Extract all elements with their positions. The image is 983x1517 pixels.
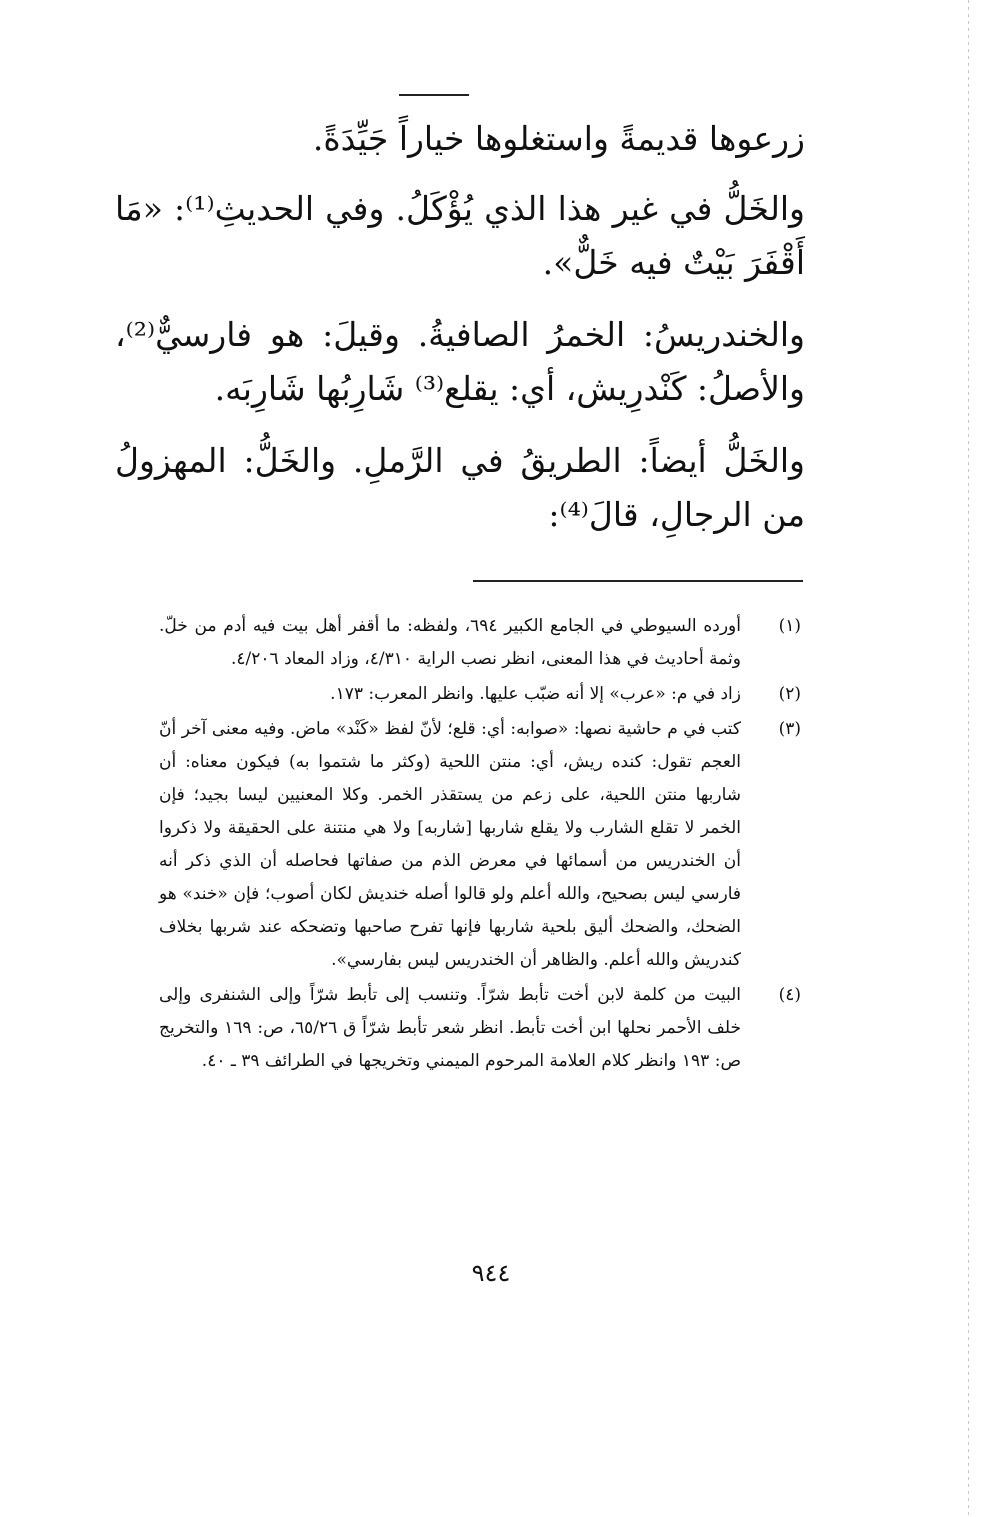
footnote-1 — [159, 610, 801, 676]
main-paragraph-3: والخندريسُ: الخمرُ الصافيةُ. وقيلَ: هو فارسيٌّ⁽²⁾، والأصلُ: كَنْدرِيش، أي: يقلع⁽³⁾ شَارِبُها شَارِبَه. — [115, 315, 805, 408]
page-number: ٩٤٤ — [471, 1259, 511, 1287]
main-paragraph-1: زرعوها قديمةً واستغلوها خياراً جَيِّدَةً. — [312, 119, 805, 158]
main-text — [115, 112, 805, 560]
footnote-text: زاد في م: «عرب» إلا أنه ضبّب عليها. وانظر المعرب: ١٧٣. — [330, 684, 741, 704]
footnote-number: (٢) — [778, 684, 801, 704]
footnotes — [159, 610, 801, 1080]
main-paragraph-2: والخَلُّ في غير هذا الذي يُؤْكَلُ. وفي الحديثِ⁽¹⁾: «مَا أَقْفَرَ بَيْتٌ فيه خَلٌّ». — [115, 189, 805, 282]
footnote-separator — [473, 580, 803, 582]
footnote-text: أورده السيوطي في الجامع الكبير ٦٩٤، ولفظه: ما أقفر أهل بيت فيه أدم من خلّ. وثمة أحاديث في هذا المعنى، انظر نصب الراية ٤/٣١٠، وزاد المعاد ٤/٢٠٦. — [159, 616, 741, 669]
footnote-text: البيت من كلمة لابن أخت تأبط شرّاً. وتنسب إلى تأبط شرّاً وإلى الشنفرى وإلى خلف الأحمر نحلها ابن أخت تأبط. انظر شعر تأبط شرّاً ق ٦٥/٢٦، ص: ١٦٩ والتخريج ص: ١٩٣ وانظر كلام العلامة المرحوم الميمني وتخريجها في الطرائف ٣٩ ـ ٤٠. — [159, 985, 742, 1071]
footnote-number: (٣) — [778, 719, 801, 739]
top-rule — [399, 94, 469, 96]
scan-edge-line — [968, 0, 969, 1517]
footnote-2 — [159, 678, 801, 711]
main-paragraph-4: والخَلُّ أيضاً: الطريقُ في الرَّملِ. والخَلُّ: المهزولُ من الرجالِ، قالَ⁽⁴⁾: — [115, 441, 805, 534]
footnote-3 — [159, 713, 801, 977]
footnote-number: (١) — [778, 616, 801, 636]
footnote-number: (٤) — [778, 985, 801, 1005]
footnote-text: كتب في م حاشية نصها: «صوابه: أي: قلع؛ لأنّ لفظ «كَنْد» ماض. وفيه معنى آخر أنّ العجم تقول: كنده ريش، أي: منتن اللحية (وكثر ما شتموا به) فيكون معناه: أن شاربها منتن اللحية، على زعم من يستقذر الخمر. وكلا المعنيين ليسا بجيد؛ فإن الخمر لا تقلع الشارب ولا يقلع شاربها [شاربه] ولا هي منتنة على الحقيقة ولا ذكروا أن الخندريس من أسمائها في معرض الذم من صفاتها فحاصله أن الذي ذكر أنه فارسي ليس بصحيح، والله أعلم ولو قالوا أصله خنديش لكان أصوب؛ فإن «خند» هو الضحك، والضحك أليق بلحية شاربها فإنها تفرح صاحبها وتضحكه عند شربها بخلاف كندريش والله أعلم. والظاهر أن الخندريس ليس بفارسي». — [159, 719, 741, 970]
footnote-4 — [159, 979, 801, 1078]
